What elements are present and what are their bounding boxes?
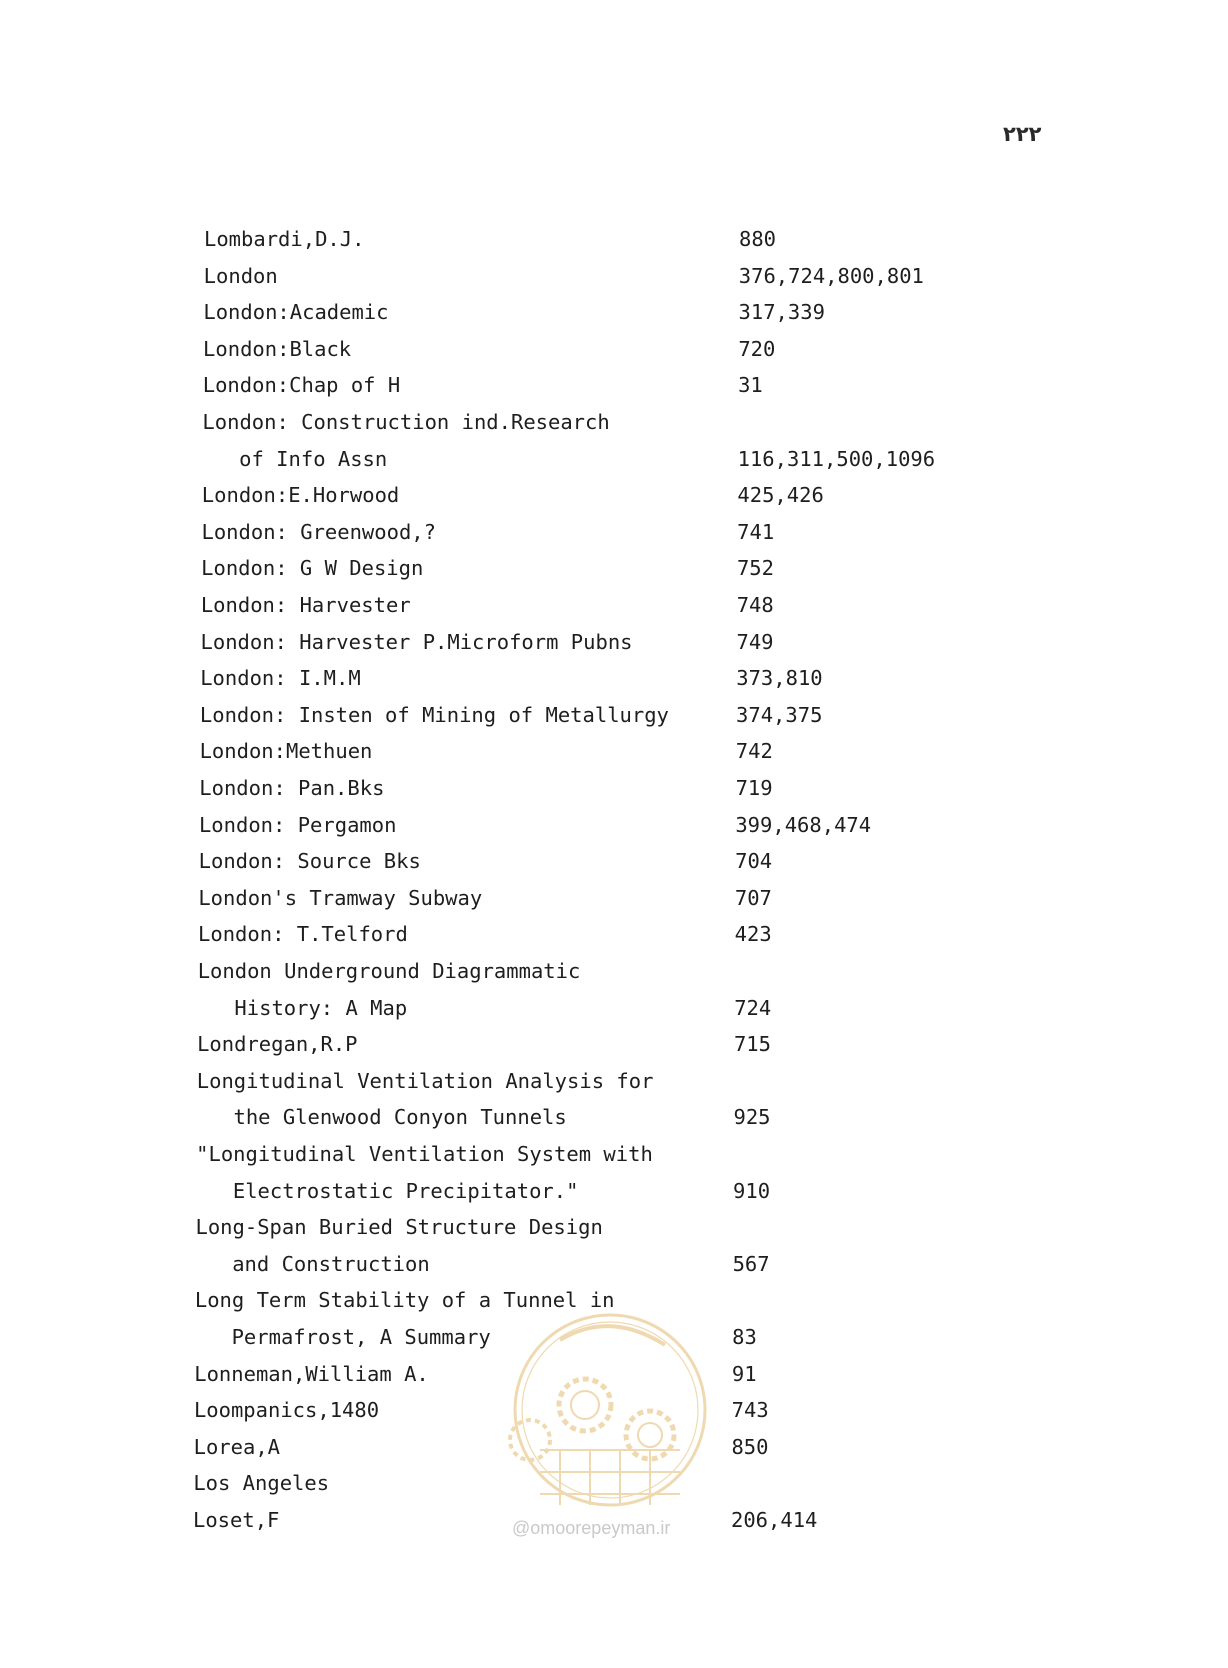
entry-label: London:Academic <box>203 300 389 325</box>
index-entry <box>0 297 1228 327</box>
index-entry <box>0 444 1228 474</box>
index-entry <box>0 407 1228 437</box>
entry-label: of Info Assn <box>202 446 388 471</box>
entry-label: and Construction <box>195 1251 430 1276</box>
entry-pages: 741 <box>737 519 775 544</box>
entry-pages: 116,311,500,1096 <box>737 446 936 471</box>
entry-label: Lorea,A <box>193 1434 281 1459</box>
index-entry <box>0 846 1228 876</box>
entry-pages: 719 <box>735 776 773 800</box>
entry-pages: 752 <box>736 556 774 581</box>
entry-label: London: Greenwood,? <box>201 519 436 544</box>
entry-label: "Longitudinal Ventilation System with <box>196 1142 653 1166</box>
watermark-site: @omoorepeyman.ir <box>512 1518 671 1538</box>
index-entry <box>0 1432 1228 1462</box>
index-entry <box>0 261 1228 291</box>
entry-pages: 425,426 <box>737 483 824 508</box>
entry-pages: 91 <box>731 1361 757 1386</box>
index-entry <box>0 919 1228 949</box>
entry-label: Long Term Stability of a Tunnel in <box>194 1288 615 1313</box>
index-entry <box>0 480 1228 510</box>
index-entry <box>0 224 1228 254</box>
index-entry <box>0 1066 1228 1096</box>
index-entry <box>0 1395 1228 1425</box>
entry-label: Lonneman,William A. <box>194 1361 429 1386</box>
entry-label: London: Construction ind.Research <box>202 410 610 434</box>
index-entry <box>0 883 1228 913</box>
index-entry <box>0 810 1228 840</box>
entry-pages: 83 <box>732 1325 757 1349</box>
entry-label: Longitudinal Ventilation Analysis for <box>196 1068 654 1093</box>
entry-pages: 880 <box>739 227 777 251</box>
entry-pages: 720 <box>738 336 776 361</box>
entry-pages: 925 <box>733 1105 771 1130</box>
entry-pages: 373,810 <box>736 666 823 691</box>
entry-label: London:Methuen <box>199 739 373 764</box>
entry-pages: 715 <box>733 1032 771 1057</box>
index-entry <box>0 590 1228 620</box>
entry-label: Los Angeles <box>193 1471 330 1496</box>
entry-label: the Glenwood Conyon Tunnels <box>196 1105 567 1130</box>
index-entry <box>0 370 1228 400</box>
entry-label: London: Harvester P.Microform Pubns <box>200 629 633 654</box>
entry-pages: 374,375 <box>736 702 823 727</box>
entry-label: Permafrost, A Summary <box>194 1325 491 1349</box>
entry-label: London:E.Horwood <box>201 483 400 508</box>
entry-label: London: Pergamon <box>198 812 397 837</box>
entry-label: London Underground Diagrammatic <box>197 959 581 983</box>
entry-pages: 748 <box>736 593 774 617</box>
index-entry <box>0 1176 1228 1206</box>
index-entry <box>0 773 1228 803</box>
index-entry <box>0 334 1228 364</box>
index-entry <box>0 993 1228 1023</box>
index-entry <box>0 627 1228 657</box>
entry-pages: 724 <box>734 995 772 1020</box>
entry-label: Londregan,R.P <box>197 1032 358 1057</box>
entry-pages: 749 <box>736 629 774 654</box>
index-entry <box>0 1468 1228 1498</box>
entry-label: London: G W Design <box>201 556 424 581</box>
entry-pages: 206,414 <box>731 1508 818 1532</box>
index-entry <box>0 736 1228 766</box>
page-number: ۲۲۲ <box>1003 122 1042 146</box>
index-entry <box>0 663 1228 693</box>
entry-label: History: A Map <box>197 995 408 1020</box>
index-entry <box>0 1249 1228 1279</box>
entry-label: London: T.Telford <box>198 922 408 947</box>
entry-label: London's Tramway Subway <box>198 885 483 910</box>
entry-pages: 376,724,800,801 <box>738 263 924 288</box>
entry-label: Loompanics,1480 <box>193 1398 380 1423</box>
entry-label: London <box>203 263 278 288</box>
index-entry <box>0 1322 1228 1352</box>
entry-pages: 31 <box>738 373 763 398</box>
entry-label: Long-Span Buried Structure Design <box>195 1215 603 1240</box>
index-entry <box>0 1139 1228 1169</box>
entry-label: Electrostatic Precipitator." <box>195 1178 579 1203</box>
index-entry <box>0 1212 1228 1242</box>
index-entry <box>0 553 1228 583</box>
entry-label: London: Harvester <box>200 593 411 617</box>
entry-label: London: Pan.Bks <box>199 776 385 800</box>
index-entry <box>0 1285 1228 1315</box>
entry-pages: 423 <box>734 922 772 947</box>
entry-label: Lombardi,D.J. <box>204 227 365 251</box>
entry-label: London: I.M.M <box>200 666 361 691</box>
entry-label: Loset,F <box>193 1508 280 1532</box>
index-entry <box>0 517 1228 547</box>
index-entry <box>0 1359 1228 1389</box>
entry-pages: 850 <box>731 1434 769 1459</box>
entry-label: London: Insten of Mining of Metallurgy <box>199 702 669 727</box>
entry-label: London:Black <box>203 336 352 361</box>
entry-pages: 704 <box>735 849 773 874</box>
index-entry <box>0 1029 1228 1059</box>
index-entry <box>0 1102 1228 1132</box>
entry-pages: 743 <box>731 1398 769 1423</box>
index-entry <box>0 956 1228 986</box>
entry-label: London: Source Bks <box>198 849 421 874</box>
entry-pages: 399,468,474 <box>735 812 872 837</box>
entry-pages: 707 <box>734 885 772 910</box>
entry-pages: 910 <box>733 1178 771 1203</box>
entry-pages: 742 <box>735 739 773 764</box>
entry-label: London:Chap of H <box>202 373 401 398</box>
index-entry <box>0 700 1228 730</box>
entry-pages: 317,339 <box>738 300 825 325</box>
entry-pages: 567 <box>732 1251 770 1276</box>
